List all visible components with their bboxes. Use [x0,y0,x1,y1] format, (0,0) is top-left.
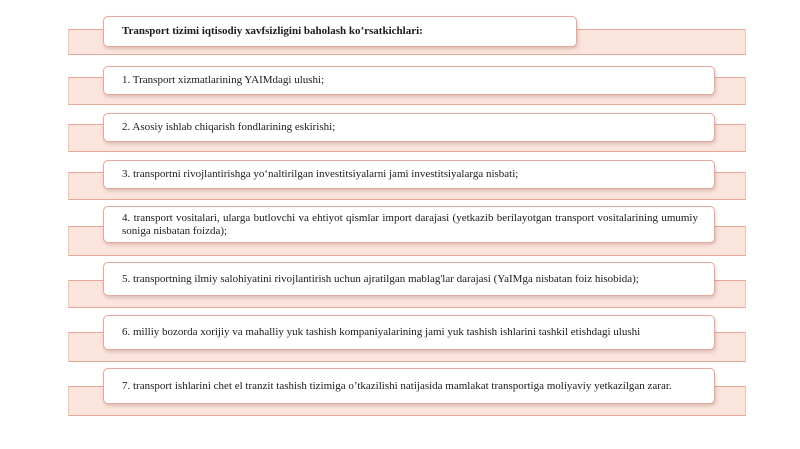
indicator-item-1 [103,66,715,95]
indicator-item-6 [103,315,715,350]
indicator-item-2 [103,113,715,142]
indicator-item-3 [103,160,715,189]
diagram-title-text: Transport tizimi iqtisodiy xavfsizligini baholash ko’rsatkichlari: [122,25,423,37]
indicator-item-5-text: 5. transportning ilmiy salohiyatini rivojlantirish uchun ajratilgan mablag'lar darajasi (YaIMga nisbatan foiz hisobida); [122,272,639,285]
indicator-item-5 [103,262,715,296]
indicator-item-4-text: 4. transport vositalari, ularga butlovchi va ehtiyot qismlar import darajasi (yetkazib berilayotgan transport vositalarining umumiy soniga nisbatan foizda); [122,211,698,237]
indicator-item-1-text: 1. Transport xizmatlarining YAIMdagi ulushi; [122,74,325,86]
diagram-title [103,16,577,47]
indicator-item-7-text: 7. transport ishlarini chet el tranzit tashish tizimiga o’tkazilishi natijasida mamlakat transportiga moliyaviy yetkazilgan zarar. [122,379,672,392]
indicator-item-6-text: 6. milliy bozorda xorijiy va mahalliy yuk tashish kompaniyalarining jami yuk tashish ishlarini tashkil etishdagi ulushi [122,326,641,338]
indicator-item-4 [103,206,715,243]
indicator-item-2-text: 2. Asosiy ishlab chiqarish fondlarining eskirishi; [122,121,336,133]
indicator-item-7 [103,368,715,404]
indicator-item-3-text: 3. transportni rivojlantirishga yo‘naltirilgan investitsiyalarni jami investitsiyalarga nisbati; [122,168,519,180]
